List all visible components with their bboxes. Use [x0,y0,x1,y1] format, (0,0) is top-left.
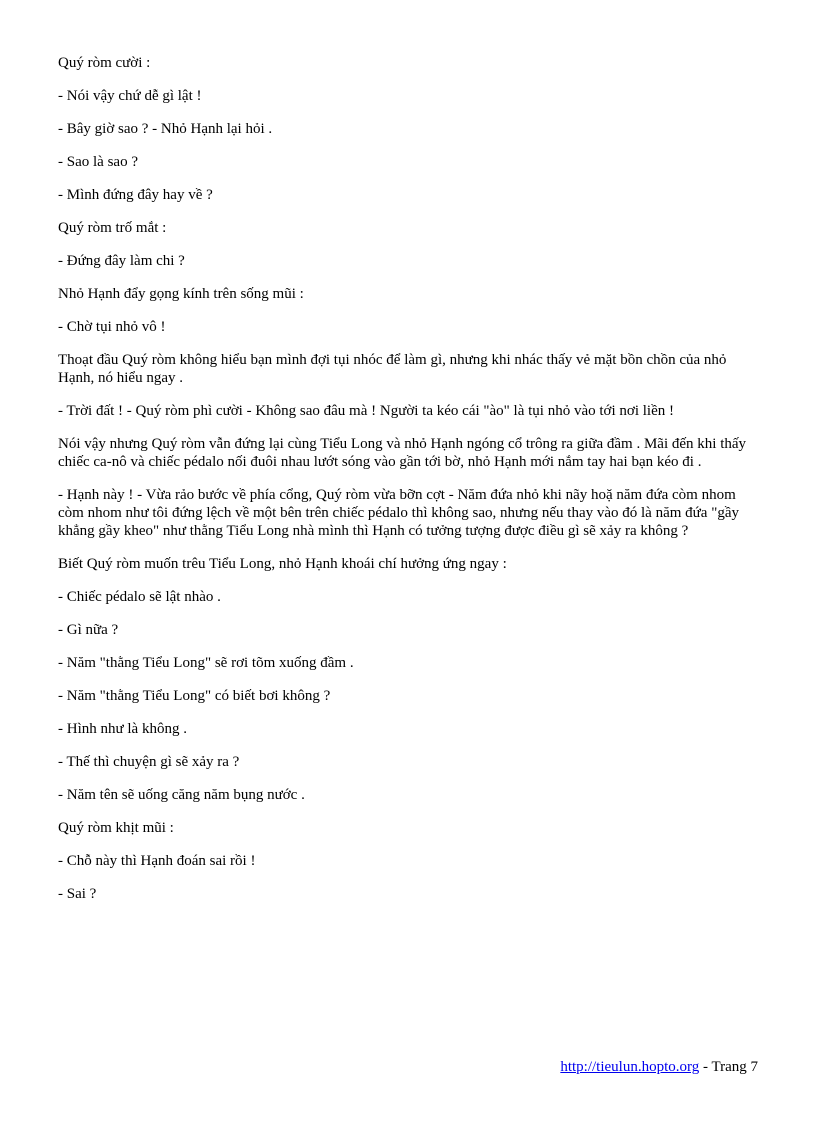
paragraph: - Đứng đây làm chi ? [58,253,185,269]
paragraph: - Nói vậy chứ dễ gì lật ! [58,88,202,104]
paragraph: - Chiếc pédalo sẽ lật nhào . [58,589,221,605]
paragraph: - Chờ tụi nhỏ vô ! [58,319,166,335]
paragraph: - Sai ? [58,886,97,902]
paragraph: Nhỏ Hạnh đẩy gọng kính trên sống mũi : [58,286,304,302]
page-number: - Trang 7 [699,1059,758,1075]
paragraph: - Hình như là không . [58,721,187,737]
paragraph: Quý ròm trố mắt : [58,220,167,236]
document-body [58,54,758,918]
paragraph: - Năm "thằng Tiểu Long" có biết bơi không ? [58,688,331,704]
paragraph: - Chỗ này thì Hạnh đoán sai rồi ! [58,853,256,869]
paragraph: Nói vậy nhưng Quý ròm vẫn đứng lại cùng Tiểu Long và nhỏ Hạnh ngóng cổ trông ra giữa đầm . Mãi đến khi thấy chiếc ca-nô và chiếc pédalo nối đuôi nhau lướt sóng vào gần tới bờ, nhỏ Hạnh mới nắm tay hai bạn kéo đi . [58,436,747,470]
paragraph: - Gì nữa ? [58,622,119,638]
paragraph: Biết Quý ròm muốn trêu Tiểu Long, nhỏ Hạnh khoái chí hưởng ứng ngay : [58,556,507,572]
paragraph: Thoạt đầu Quý ròm không hiểu bạn mình đợi tụi nhóc để làm gì, nhưng khi nhác thấy vẻ mặt bồn chồn của nhỏ Hạnh, nó hiểu ngay . [58,352,727,386]
page-footer [560,1058,758,1076]
paragraph: Quý ròm cười : [58,55,151,71]
paragraph: - Hạnh này ! - Vừa rảo bước về phía cổng, Quý ròm vừa bỡn cợt - Năm đứa nhỏ khi nãy hoặ năm đứa còm nhom còm nhom như tôi đứng lệch về một bên trên chiếc pédalo thì không sao, nhưng nếu thay vào đó là năm đứa "gầy khẳng gầy kheo" như thằng Tiểu Long nhà mình thì Hạnh có tưởng tượng được điều gì sẽ xảy ra không ? [58,487,739,539]
paragraph: Quý ròm khịt mũi : [58,820,174,836]
site-link[interactable]: http://tieulun.hopto.org [560,1059,700,1075]
paragraph: - Sao là sao ? [58,154,138,170]
paragraph: - Bây giờ sao ? - Nhỏ Hạnh lại hỏi . [58,121,273,137]
paragraph: - Trời đất ! - Quý ròm phì cười - Không sao đâu mà ! Người ta kéo cái "ào" là tụi nhỏ vào tới nơi liền ! [58,403,674,419]
paragraph: - Mình đứng đây hay về ? [58,187,213,203]
paragraph: - Năm tên sẽ uống căng năm bụng nước . [58,787,305,803]
paragraph: - Năm "thằng Tiểu Long" sẽ rơi tõm xuống đầm . [58,655,354,671]
paragraph: - Thế thì chuyện gì sẽ xảy ra ? [58,754,240,770]
